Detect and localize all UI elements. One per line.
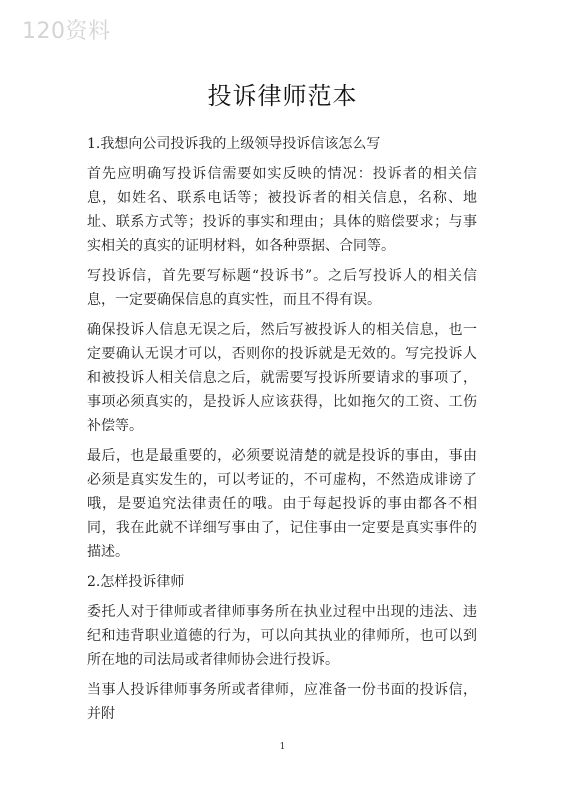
section-heading-1: 1.我想向公司投诉我的上级领导投诉信该怎么写 [87,136,381,152]
watermark-logo: 120资料 [22,19,111,44]
paragraph-3: 确保投诉人信息无误之后，然后写被投诉人的相关信息，也一定要确认无误才可以，否则你的投诉就是无效的。写完投诉人和被投诉人相关信息之后，就需要写投诉所要请求的事项了，事项必须真实的，是投诉人应该获得，比如拖欠的工资、工伤补偿等。 [87,322,477,434]
paragraph-4: 最后，也是最重要的，必须要说清楚的就是投诉的事由，事由必须是真实发生的，可以考证的，不可虚构，不然造成诽谤了哦，是要追究法律责任的哦。由于每起投诉的事由都各不相同，我在此就不详细写事由了，记住事由一定要是真实事件的描述。 [87,448,477,560]
page-number: 1 [279,742,286,752]
paragraph-6: 当事人投诉律师事务所或者律师，应准备一份书面的投诉信，并附 [87,682,477,722]
paragraph-2: 写投诉信，首先要写标题“投诉书”。之后写投诉人的相关信息，一定要确保信息的真实性，而且不得有误。 [87,268,477,308]
paragraph-5: 委托人对于律师或者律师事务所在执业过程中出现的违法、违纪和违背职业道德的行为，可以向其执业的律师所，也可以到所在地的司法局或者律师协会进行投诉。 [87,604,477,668]
paragraph-1: 首先应明确写投诉信需要如实反映的情况：投诉者的相关信息，如姓名、联系电话等；被投诉者的相关信息，名称、地址、联系方式等；投诉的事实和理由；具体的赔偿要求；与事实相关的真实的证明材料，如各种票据、合同等。 [87,166,477,254]
document-body [87,132,477,732]
section-heading-2: 2.怎样投诉律师 [87,574,185,590]
document-title: 投诉律师范本 [207,82,358,110]
